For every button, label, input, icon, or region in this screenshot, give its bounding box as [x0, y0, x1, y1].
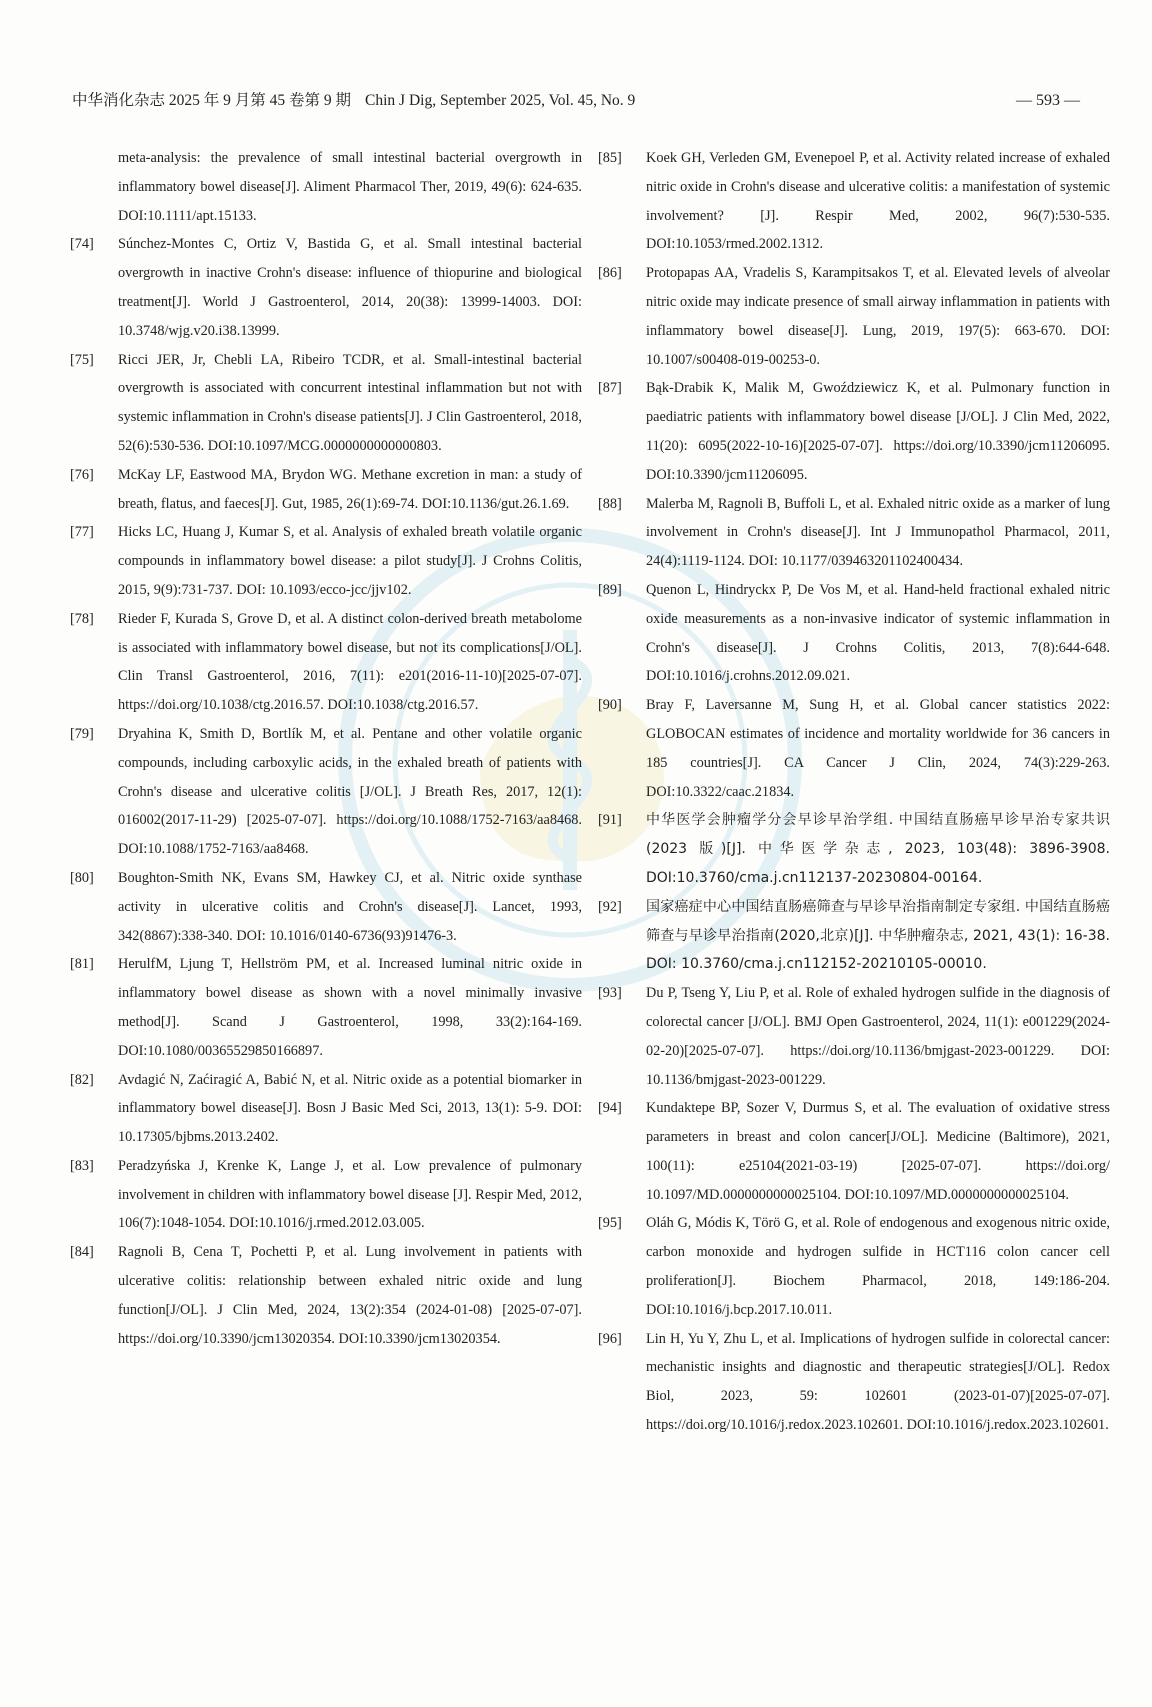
- reference-text: Ricci JER, Jr, Chebli LA, Ribeiro TCDR, et al. Small-intestinal bacterial overgrowth is associated with concurrent intestinal inflammation but not with systemic inflammation in Crohn's disease patients[J]. J Clin Gastroenterol, 2018, 52(6):530-536. DOI:10.1097/MCG.0000000000000803.: [118, 351, 582, 454]
- reference-text: HerulfM, Ljung T, Hellström PM, et al. Increased luminal nitric oxide in inflammatory bowel disease as shown with a novel minimally invasive method[J]. Scand J Gastroenterol, 1998, 33(2):164-169. DOI:10.1080/00365529850166897.: [118, 956, 582, 1059]
- reference-entry: [598, 490, 1110, 576]
- reference-text: Lin H, Yu Y, Zhu L, et al. Implications of hydrogen sulfide in colorectal cancer: mechanistic insights and diagnostic and therapeutic strategies[J/OL]. Redox Biol, 2023, 59: 102601 (2023-01-07)[2025-07-07]. https://doi.org/10.1016/j.redox.2023.102601. DOI:10.1016/j.redox.2023.102601.: [646, 1330, 1110, 1434]
- reference-number: [93]: [598, 985, 622, 1002]
- right-reference-column: [598, 144, 1110, 1440]
- reference-number: [83]: [70, 1157, 94, 1174]
- reference-entry: [598, 1209, 1110, 1324]
- reference-number: [84]: [70, 1244, 94, 1261]
- reference-number: [78]: [70, 610, 94, 627]
- reference-text: Hicks LC, Huang J, Kumar S, et al. Analysis of exhaled breath volatile organic compounds in inflammatory bowel disease: a pilot study[J]. J Crohns Colitis, 2015, 9(9):731-737. DOI: 10.1093/ecco-jcc/jjv102.: [118, 524, 582, 598]
- page-number: — 593 —: [1016, 92, 1080, 109]
- reference-entry: [70, 1066, 582, 1152]
- reference-text: Du P, Tseng Y, Liu P, et al. Role of exhaled hydrogen sulfide in the diagnosis of colorectal cancer [J/OL]. BMJ Open Gastroenterol, 2024, 11(1): e001229(2024-02-20)[2025-07-07]. https://doi.org/10.1136/bmjgast-2023-001229. DOI: 10.1136/bmjgast-2023-001229.: [646, 985, 1110, 1088]
- reference-number: [82]: [70, 1071, 94, 1088]
- reference-number: [74]: [70, 236, 94, 253]
- reference-text: 国家癌症中心中国结直肠癌筛查与早诊早治指南制定专家组. 中国结直肠癌筛查与早诊早治指南(2020,北京)[J]. 中华肿瘤杂志, 2021, 43(1): 16-38. DOI: 10.3760/cma.j.cn112152-20210105-00010.: [646, 898, 1110, 973]
- reference-entry: [70, 461, 582, 519]
- reference-entry: [70, 518, 582, 604]
- reference-number: [79]: [70, 725, 94, 742]
- reference-entry: [70, 144, 582, 230]
- reference-text: Dryahina K, Smith D, Bortlík M, et al. Pentane and other volatile organic compounds, including carboxylic acids, in the exhaled breath of patients with Crohn's disease and ulcerative colitis [J/OL]. J Breath Res, 2017, 12(1): 016002(2017-11-29) [2025-07-07]. https://doi.org/10.1088/1752-7163/aa8468. DOI:10.1088/1752-7163/aa8468.: [118, 725, 582, 858]
- reference-text: Boughton-Smith NK, Evans SM, Hawkey CJ, et al. Nitric oxide synthase activity in ulcerative colitis and Crohn's disease[J]. Lancet, 1993, 342(8867):338-340. DOI: 10.1016/0140-6736(93)91476-3.: [118, 869, 582, 944]
- reference-entry: [598, 259, 1110, 374]
- reference-number: [76]: [70, 466, 94, 483]
- reference-entry: [70, 1152, 582, 1238]
- reference-entry: [70, 950, 582, 1065]
- reference-entry: [598, 1094, 1110, 1209]
- reference-number: [81]: [70, 956, 94, 973]
- reference-text: Koek GH, Verleden GM, Evenepoel P, et al. Activity related increase of exhaled nitric oxide in Crohn's disease and ulcerative colitis: a manifestation of systemic involvement? [J]. Respir Med, 2002, 96(7):530-535. DOI:10.1053/rmed.2002.1312.: [646, 150, 1110, 253]
- reference-text: Malerba M, Ragnoli B, Buffoli L, et al. Exhaled nitric oxide as a marker of lung involvement in Crohn's disease[J]. Int J Immunopathol Pharmacol, 2011, 24(4):1119-1124. DOI: 10.1177/039463201102400434.: [646, 495, 1110, 570]
- reference-entry: [598, 374, 1110, 489]
- reference-entry: [598, 893, 1110, 979]
- reference-entry: [70, 864, 582, 950]
- reference-number: [85]: [598, 150, 622, 166]
- reference-entry: [598, 144, 1110, 259]
- reference-text: Ragnoli B, Cena T, Pochetti P, et al. Lung involvement in patients with ulcerative colitis: relationship between exhaled nitric oxide and lung function[J/OL]. J Clin Med, 2024, 13(2):354 (2024-01-08) [2025-07-07]. https://doi.org/10.3390/jcm13020354. DOI:10.3390/jcm13020354.: [118, 1244, 582, 1347]
- reference-number: [90]: [598, 697, 622, 714]
- reference-text: Oláh G, Módis K, Törö G, et al. Role of endogenous and exogenous nitric oxide, carbon monoxide and hydrogen sulfide in HCT116 colon cancer cell proliferation[J]. Biochem Pharmacol, 2018, 149:186-204. DOI:10.1016/j.bcp.2017.10.011.: [646, 1215, 1110, 1318]
- reference-number: [91]: [598, 812, 622, 829]
- header-journal-cn: 中华消化杂志 2025 年 9 月第 45 卷第 9 期: [72, 92, 352, 109]
- reference-entry: [598, 979, 1110, 1094]
- reference-text: Bray F, Laversanne M, Sung H, et al. Global cancer statistics 2022: GLOBOCAN estimates of incidence and mortality worldwide for 36 cancers in 185 countries[J]. CA Cancer J Clin, 2024, 74(3):229-263. DOI:10.3322/caac.21834.: [646, 697, 1110, 800]
- reference-number: [96]: [598, 1330, 622, 1347]
- reference-number: [88]: [598, 495, 622, 512]
- reference-text: meta-analysis: the prevalence of small intestinal bacterial overgrowth in inflammatory bowel disease[J]. Aliment Pharmacol Ther, 2019, 49(6): 624-635. DOI:10.1111/apt.15133.: [118, 150, 582, 224]
- reference-text: Bąk-Drabik K, Malik M, Gwoździewicz K, et al. Pulmonary function in paediatric patients with inflammatory bowel disease [J/OL]. J Clin Med, 2022, 11(20): 6095(2022-10-16)[2025-07-07]. https://doi.org/10.3390/jcm11206095. DOI:10.3390/jcm11206095.: [646, 380, 1110, 483]
- reference-text: McKay LF, Eastwood MA, Brydon WG. Methane excretion in man: a study of breath, flatus, and faeces[J]. Gut, 1985, 26(1):69-74. DOI:10.1136/gut.26.1.69.: [118, 466, 582, 512]
- reference-number: [75]: [70, 351, 94, 368]
- reference-number: [95]: [598, 1215, 622, 1232]
- header-journal: [72, 88, 635, 110]
- reference-text: Kundaktepe BP, Sozer V, Durmus S, et al. The evaluation of oxidative stress parameters in breast and colon cancer[J/OL]. Medicine (Baltimore), 2021, 100(11): e25104(2021-03-19) [2025-07-07]. https://doi.org/ 10.1097/MD.0000000000025104. DOI:10.1097/MD.0000000000025104.: [646, 1100, 1110, 1203]
- reference-number: [89]: [598, 581, 622, 598]
- reference-entry: [598, 576, 1110, 691]
- reference-entry: [70, 720, 582, 864]
- reference-text: 中华医学会肿瘤学分会早诊早治学组. 中国结直肠癌早诊早治专家共识(2023 版)[J]. 中华医学杂志, 2023, 103(48): 3896-3908. DOI:10.3760/cma.j.cn112137-20230804-00164.: [646, 812, 1110, 886]
- reference-text: Avdagić N, Zaćiragić A, Babić N, et al. Nitric oxide as a potential biomarker in inflammatory bowel disease[J]. Bosn J Basic Med Sci, 2013, 13(1): 5-9. DOI: 10.17305/bjbms.2013.2402.: [118, 1071, 582, 1146]
- reference-number: [94]: [598, 1100, 622, 1117]
- reference-entry: [598, 806, 1110, 892]
- reference-number: [92]: [598, 898, 622, 915]
- left-reference-column: [70, 144, 582, 1353]
- header-journal-en: Chin J Dig, September 2025, Vol. 45, No. 9: [365, 92, 636, 109]
- reference-text: Quenon L, Hindryckx P, De Vos M, et al. Hand-held fractional exhaled nitric oxide measurements as a non-invasive indicator of systemic inflammation in Crohn's disease[J]. J Crohns Colitis, 2013, 7(8):644-648. DOI:10.1016/j.crohns.2012.09.021.: [646, 581, 1110, 685]
- reference-text: Protopapas AA, Vradelis S, Karampitsakos T, et al. Elevated levels of alveolar nitric oxide may indicate presence of small airway inflammation in patients with inflammatory bowel disease[J]. Lung, 2019, 197(5): 663-670. DOI: 10.1007/s00408-019-00253-0.: [646, 265, 1110, 368]
- reference-number: [80]: [70, 869, 94, 886]
- reference-text: Rieder F, Kurada S, Grove D, et al. A distinct colon-derived breath metabolome is associated with inflammatory bowel disease, but not its complications[J/OL]. Clin Transl Gastroenterol, 2016, 7(11): e201(2016-11-10)[2025-07-07]. https://doi.org/10.1038/ctg.2016.57. DOI:10.1038/ctg.2016.57.: [118, 610, 582, 714]
- reference-entry: [70, 1238, 582, 1353]
- reference-entry: [70, 346, 582, 461]
- reference-entry: [70, 230, 582, 345]
- reference-text: Súnchez-Montes C, Ortiz V, Bastida G, et al. Small intestinal bacterial overgrowth in inactive Crohn's disease: influence of thiopurine and biological treatment[J]. World J Gastroenterol, 2014, 20(38): 13999-14003. DOI: 10.3748/wjg.v20.i38.13999.: [118, 236, 582, 339]
- reference-number: [77]: [70, 524, 94, 541]
- reference-entry: [598, 691, 1110, 806]
- running-header: [72, 84, 1080, 110]
- reference-number: [87]: [598, 380, 622, 397]
- reference-text: Peradzyńska J, Krenke K, Lange J, et al. Low prevalence of pulmonary involvement in children with inflammatory bowel disease [J]. Respir Med, 2012, 106(7):1048-1054. DOI:10.1016/j.rmed.2012.03.005.: [118, 1157, 582, 1232]
- reference-number: [86]: [598, 265, 622, 282]
- reference-entry: [70, 605, 582, 720]
- reference-entry: [598, 1325, 1110, 1440]
